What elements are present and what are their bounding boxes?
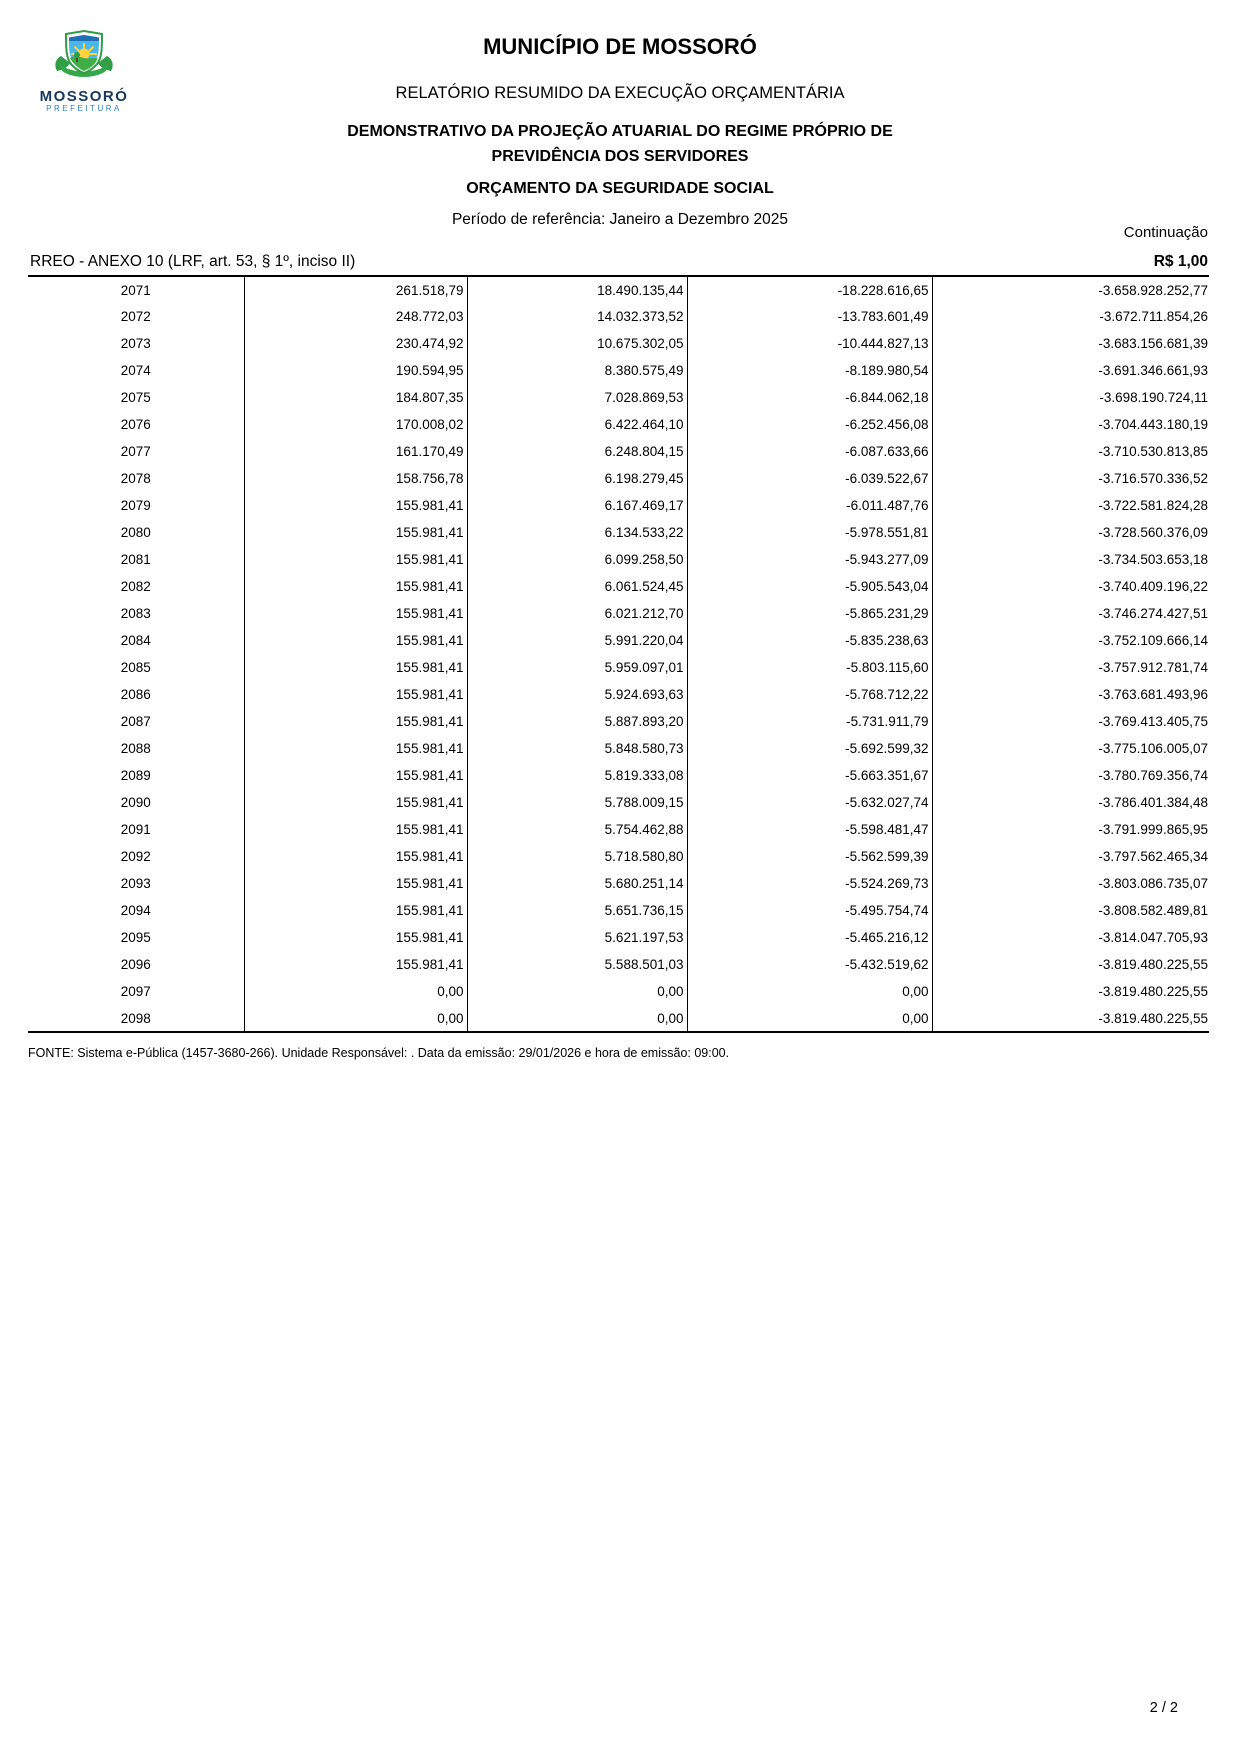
year-cell: 2083 <box>28 600 244 627</box>
value-cell: -5.524.269,73 <box>687 870 932 897</box>
value-cell: 5.959.097,01 <box>467 654 687 681</box>
value-cell: 6.167.469,17 <box>467 492 687 519</box>
value-cell: 155.981,41 <box>244 681 467 708</box>
value-cell: 155.981,41 <box>244 600 467 627</box>
value-cell: -3.780.769.356,74 <box>1098 768 1208 783</box>
year-cell: 2080 <box>28 519 244 546</box>
value-cell: -3.734.503.653,18 <box>1098 552 1208 567</box>
continuation-label: Continuação <box>1123 224 1208 241</box>
value-cell: -8.189.980,54 <box>687 357 932 384</box>
value-cell: -3.698.190.724,11 <box>1099 390 1208 405</box>
year-cell: 2084 <box>28 627 244 654</box>
value-cell: -3.710.530.813,85 <box>1098 444 1208 459</box>
value-cell: 5.680.251,14 <box>467 870 687 897</box>
value-cell: -3.658.928.252,77 <box>1098 282 1208 298</box>
value-cell: 0,00 <box>467 978 687 1005</box>
value-cell: 6.021.212,70 <box>467 600 687 627</box>
value-cell: -5.943.277,09 <box>687 546 932 573</box>
value-cell: 155.981,41 <box>244 573 467 600</box>
year-cell: 2079 <box>28 492 244 519</box>
value-cell: -6.252.456,08 <box>687 411 932 438</box>
value-cell: 158.756,78 <box>244 465 467 492</box>
value-cell: 155.981,41 <box>244 897 467 924</box>
report-title: RELATÓRIO RESUMIDO DA EXECUÇÃO ORÇAMENTÁRIA <box>395 84 845 102</box>
value-cell: -3.797.562.465,34 <box>1098 849 1208 864</box>
value-cell: -5.978.551,81 <box>687 519 932 546</box>
table-row <box>28 951 1209 978</box>
year-cell: 2071 <box>28 276 244 303</box>
table-row <box>28 357 1209 384</box>
value-cell: -6.087.633,66 <box>687 438 932 465</box>
value-cell: 7.028.869,53 <box>467 384 687 411</box>
value-cell: -3.722.581.824,28 <box>1098 498 1208 513</box>
value-cell: 155.981,41 <box>244 762 467 789</box>
value-cell: -5.663.351,67 <box>687 762 932 789</box>
value-cell: 155.981,41 <box>244 708 467 735</box>
logo-subtitle-text: PREFEITURA <box>46 104 122 113</box>
value-cell: 155.981,41 <box>244 870 467 897</box>
table-row <box>28 924 1209 951</box>
value-cell: 230.474,92 <box>244 330 467 357</box>
value-cell: -3.691.346.661,93 <box>1098 363 1208 378</box>
value-cell: -3.683.156.681,39 <box>1098 336 1208 351</box>
value-cell: -5.465.216,12 <box>687 924 932 951</box>
year-cell: 2087 <box>28 708 244 735</box>
value-cell: -18.228.616,65 <box>687 276 932 303</box>
actuarial-projection-table <box>28 275 1209 1033</box>
year-cell: 2077 <box>28 438 244 465</box>
table-row <box>28 735 1209 762</box>
value-cell: 5.651.736,15 <box>467 897 687 924</box>
value-cell: 184.807,35 <box>244 384 467 411</box>
value-cell: -6.844.062,18 <box>687 384 932 411</box>
statement-title-line1: DEMONSTRATIVO DA PROJEÇÃO ATUARIAL DO REGIME PRÓPRIO DE <box>347 123 893 140</box>
value-cell: -3.672.711.854,26 <box>1099 309 1208 324</box>
value-cell: 5.887.893,20 <box>467 708 687 735</box>
year-cell: 2092 <box>28 843 244 870</box>
page-indicator: 2 / 2 <box>1149 1700 1178 1716</box>
value-cell: -3.814.047.705,93 <box>1098 930 1208 945</box>
value-cell: -3.716.570.336,52 <box>1098 471 1208 486</box>
year-cell: 2089 <box>28 762 244 789</box>
value-cell: -3.757.912.781,74 <box>1098 660 1208 675</box>
value-cell: 6.198.279,45 <box>467 465 687 492</box>
projection-table-body <box>28 276 1209 1032</box>
table-row <box>28 276 1209 303</box>
year-cell: 2093 <box>28 870 244 897</box>
table-row <box>28 843 1209 870</box>
value-cell: 161.170,49 <box>244 438 467 465</box>
value-cell: -3.808.582.489,81 <box>1098 903 1208 918</box>
value-cell: -3.763.681.493,96 <box>1098 687 1208 702</box>
annex-row <box>30 253 1208 271</box>
value-cell: 0,00 <box>467 1005 687 1032</box>
value-cell: 0,00 <box>244 1005 467 1032</box>
table-row <box>28 897 1209 924</box>
value-cell: -5.905.543,04 <box>687 573 932 600</box>
value-cell: 5.718.580,80 <box>467 843 687 870</box>
value-cell: -3.819.480.225,55 <box>1098 957 1208 972</box>
reference-period: Período de referência: Janeiro a Dezembro 2025 <box>451 211 789 228</box>
year-cell: 2075 <box>28 384 244 411</box>
value-cell: -3.740.409.196,22 <box>1098 579 1208 594</box>
value-cell: -3.746.274.427,51 <box>1098 606 1208 621</box>
table-row <box>28 1005 1209 1032</box>
table-row <box>28 789 1209 816</box>
value-cell: -3.704.443.180,19 <box>1098 417 1208 432</box>
value-cell: 155.981,41 <box>244 789 467 816</box>
value-cell: -5.562.599,39 <box>687 843 932 870</box>
year-cell: 2076 <box>28 411 244 438</box>
table-row <box>28 627 1209 654</box>
table-row <box>28 708 1209 735</box>
year-cell: 2082 <box>28 573 244 600</box>
value-cell: -3.769.413.405,75 <box>1098 714 1208 729</box>
year-cell: 2098 <box>28 1005 244 1032</box>
table-row <box>28 573 1209 600</box>
value-cell: -6.011.487,76 <box>687 492 932 519</box>
logo-name-text: MOSSORÓ <box>39 88 129 105</box>
value-cell: 8.380.575,49 <box>467 357 687 384</box>
value-cell: 6.134.533,22 <box>467 519 687 546</box>
year-cell: 2085 <box>28 654 244 681</box>
year-cell: 2091 <box>28 816 244 843</box>
year-cell: 2073 <box>28 330 244 357</box>
municipality-title: MUNICÍPIO DE MOSSORÓ <box>483 34 757 59</box>
value-cell: -10.444.827,13 <box>687 330 932 357</box>
year-cell: 2097 <box>28 978 244 1005</box>
value-cell: -5.692.599,32 <box>687 735 932 762</box>
value-cell: 5.924.693,63 <box>467 681 687 708</box>
table-row <box>28 681 1209 708</box>
value-cell: -5.598.481,47 <box>687 816 932 843</box>
value-cell: 155.981,41 <box>244 816 467 843</box>
value-cell: -5.432.519,62 <box>687 951 932 978</box>
value-cell: 5.588.501,03 <box>467 951 687 978</box>
value-cell: 155.981,41 <box>244 951 467 978</box>
value-cell: -3.786.401.384,48 <box>1098 795 1208 810</box>
value-cell: 5.848.580,73 <box>467 735 687 762</box>
table-row <box>28 438 1209 465</box>
value-cell: 170.008,02 <box>244 411 467 438</box>
value-cell: -5.865.231,29 <box>687 600 932 627</box>
value-cell: -3.819.480.225,55 <box>1098 984 1208 999</box>
table-row <box>28 870 1209 897</box>
value-cell: -5.768.712,22 <box>687 681 932 708</box>
year-cell: 2088 <box>28 735 244 762</box>
value-cell: -3.728.560.376,09 <box>1098 525 1208 540</box>
year-cell: 2072 <box>28 303 244 330</box>
value-cell: 6.248.804,15 <box>467 438 687 465</box>
value-cell: 0,00 <box>687 1005 932 1032</box>
value-cell: -5.731.911,79 <box>687 708 932 735</box>
table-row <box>28 303 1209 330</box>
statement-title-line2: PREVIDÊNCIA DOS SERVIDORES <box>491 148 749 165</box>
value-cell: 5.788.009,15 <box>467 789 687 816</box>
table-row <box>28 411 1209 438</box>
value-cell: 0,00 <box>687 978 932 1005</box>
value-cell: 5.621.197,53 <box>467 924 687 951</box>
value-cell: 18.490.135,44 <box>467 276 687 303</box>
value-cell: 6.061.524,45 <box>467 573 687 600</box>
value-cell: 261.518,79 <box>244 276 467 303</box>
value-cell: 6.422.464,10 <box>467 411 687 438</box>
table-row <box>28 465 1209 492</box>
value-cell: -3.791.999.865,95 <box>1098 822 1208 837</box>
value-cell: 155.981,41 <box>244 924 467 951</box>
value-cell: -5.632.027,74 <box>687 789 932 816</box>
value-cell: -5.803.115,60 <box>687 654 932 681</box>
year-cell: 2096 <box>28 951 244 978</box>
value-cell: 155.981,41 <box>244 627 467 654</box>
year-cell: 2094 <box>28 897 244 924</box>
value-cell: 6.099.258,50 <box>467 546 687 573</box>
value-cell: 248.772,03 <box>244 303 467 330</box>
value-cell: 155.981,41 <box>244 546 467 573</box>
value-cell: -3.819.480.225,55 <box>1098 1010 1208 1026</box>
statement-title <box>0 119 1240 169</box>
value-cell: -5.835.238,63 <box>687 627 932 654</box>
value-cell: -3.775.106.005,07 <box>1098 741 1208 756</box>
year-cell: 2081 <box>28 546 244 573</box>
value-cell: 5.819.333,08 <box>467 762 687 789</box>
table-row <box>28 978 1209 1005</box>
value-cell: -13.783.601,49 <box>687 303 932 330</box>
table-row <box>28 330 1209 357</box>
value-cell: 0,00 <box>244 978 467 1005</box>
year-cell: 2074 <box>28 357 244 384</box>
value-cell: -3.752.109.666,14 <box>1098 633 1208 648</box>
value-cell: 155.981,41 <box>244 843 467 870</box>
currency-unit-label: R$ 1,00 <box>1153 253 1208 270</box>
year-cell: 2090 <box>28 789 244 816</box>
value-cell: 190.594,95 <box>244 357 467 384</box>
value-cell: 155.981,41 <box>244 654 467 681</box>
value-cell: 155.981,41 <box>244 492 467 519</box>
table-row <box>28 384 1209 411</box>
value-cell: 5.991.220,04 <box>467 627 687 654</box>
value-cell: 155.981,41 <box>244 735 467 762</box>
year-cell: 2086 <box>28 681 244 708</box>
table-row <box>28 546 1209 573</box>
annex-label: RREO - ANEXO 10 (LRF, art. 53, § 1º, inciso II) <box>30 253 356 270</box>
table-row <box>28 762 1209 789</box>
value-cell: 5.754.462,88 <box>467 816 687 843</box>
table-row <box>28 492 1209 519</box>
value-cell: -5.495.754,74 <box>687 897 932 924</box>
table-row <box>28 600 1209 627</box>
value-cell: 14.032.373,52 <box>467 303 687 330</box>
source-note: FONTE: Sistema e-Pública (1457-3680-266). Unidade Responsável: . Data da emissão: 29/01/2026 e hora de emissão: 09:00. <box>28 1046 730 1060</box>
value-cell: 155.981,41 <box>244 519 467 546</box>
budget-title: ORÇAMENTO DA SEGURIDADE SOCIAL <box>466 180 774 197</box>
value-cell: -3.803.086.735,07 <box>1098 876 1208 891</box>
table-row <box>28 654 1209 681</box>
table-row <box>28 816 1209 843</box>
value-cell: -6.039.522,67 <box>687 465 932 492</box>
year-cell: 2078 <box>28 465 244 492</box>
table-row <box>28 519 1209 546</box>
value-cell: 10.675.302,05 <box>467 330 687 357</box>
year-cell: 2095 <box>28 924 244 951</box>
